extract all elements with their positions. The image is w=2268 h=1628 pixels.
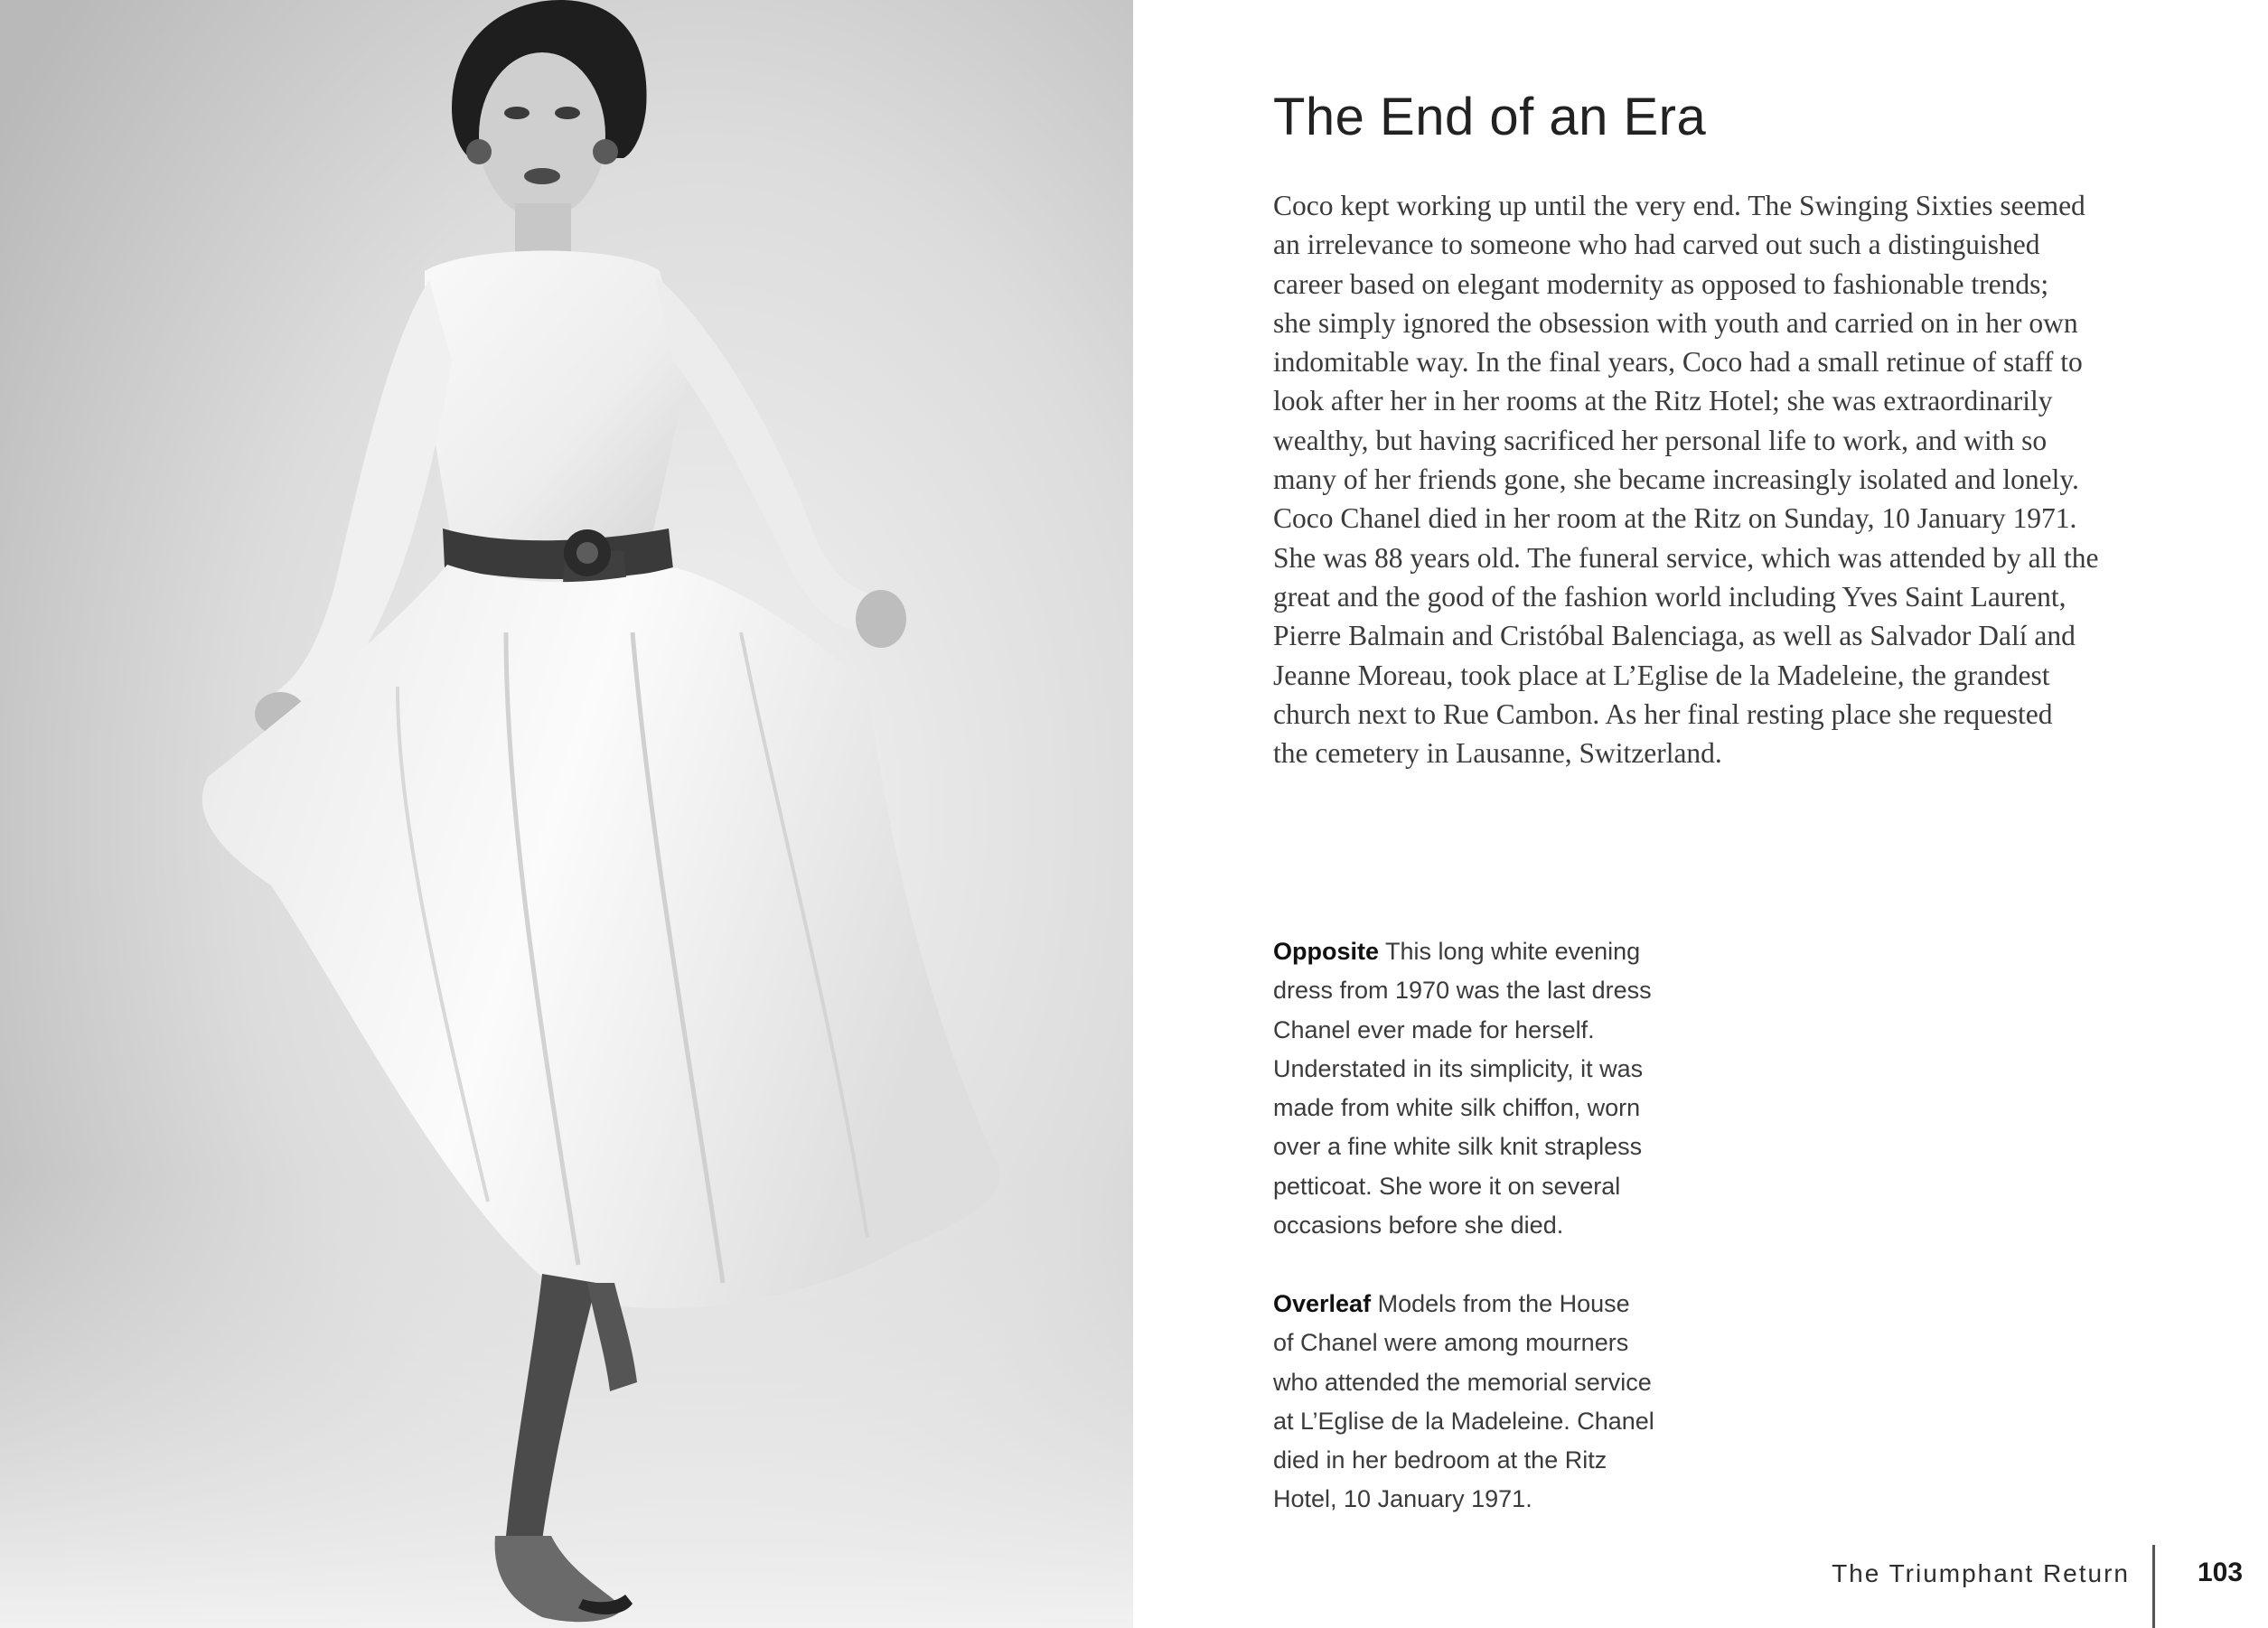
caption-label: Opposite xyxy=(1273,938,1380,965)
caption-line: Hotel, 10 January 1971. xyxy=(1273,1485,1532,1513)
body-text xyxy=(1273,186,2177,772)
body-line: career based on elegant modernity as opposed to fashionable trends; xyxy=(1273,267,2049,300)
body-line: Coco Chanel died in her room at the Ritz on Sunday, 10 January 1971. xyxy=(1273,502,2077,535)
caption-overleaf xyxy=(1273,1285,1698,1520)
body-line: indomitable way. In the final years, Coco had a small retinue of staff to xyxy=(1273,346,2083,379)
page-title: The End of an Era xyxy=(1273,88,1707,146)
caption-line: at L’Eglise de la Madeleine. Chanel xyxy=(1273,1407,1654,1435)
body-line: an irrelevance to someone who had carved out such a distinguished xyxy=(1273,229,2040,261)
body-line: she simply ignored the obsession with youth and carried on in her own xyxy=(1273,306,2078,339)
body-line: many of her friends gone, she became increasingly isolated and lonely. xyxy=(1273,463,2079,496)
caption-line: over a fine white silk knit strapless xyxy=(1273,1133,1643,1161)
caption-line: petticoat. She wore it on several xyxy=(1273,1172,1621,1200)
running-head: The Triumphant Return xyxy=(1832,1559,2130,1587)
caption-line: of Chanel were among mourners xyxy=(1273,1329,1629,1357)
caption-line: who attended the memorial service xyxy=(1273,1368,1652,1396)
caption-line: Models from the House xyxy=(1371,1290,1630,1317)
caption-opposite xyxy=(1273,932,1698,1245)
caption-line: occasions before she died. xyxy=(1273,1212,1564,1240)
folio-divider xyxy=(2152,1545,2155,1628)
face xyxy=(479,52,605,219)
body-line: look after her in her rooms at the Ritz Hotel; she was extraordinarily xyxy=(1273,385,2053,417)
body-line: Pierre Balmain and Cristóbal Balenciaga, as well as Salvador Dalí and xyxy=(1273,620,2076,652)
caption-label: Overleaf xyxy=(1273,1290,1372,1317)
body-line: Coco kept working up until the very end. The Swinging Sixties seemed xyxy=(1273,190,2085,221)
caption-line: This long white evening xyxy=(1379,938,1641,965)
caption-line: Chanel ever made for herself. xyxy=(1273,1015,1595,1043)
body-line: wealthy, but having sacrificed her personal life to work, and with so xyxy=(1273,424,2048,456)
body-line: She was 88 years old. The funeral service, which was attended by all the xyxy=(1273,541,2099,574)
body-line: the cemetery in Lausanne, Switzerland. xyxy=(1273,737,1722,770)
bodice xyxy=(425,251,687,543)
photo-illustration xyxy=(0,0,1133,1628)
page-number: 103 xyxy=(2198,1558,2244,1587)
dress-photograph xyxy=(0,0,1133,1628)
caption-line: dress from 1970 was the last dress xyxy=(1273,977,1652,1005)
body-line: Jeanne Moreau, took place at L’Eglise de la Madeleine, the grandest xyxy=(1273,659,2050,691)
body-line: great and the good of the fashion world including Yves Saint Laurent, xyxy=(1273,580,2067,613)
caption-line: died in her bedroom at the Ritz xyxy=(1273,1446,1607,1474)
caption-line: made from white silk chiffon, worn xyxy=(1273,1094,1641,1122)
caption-line: Understated in its simplicity, it was xyxy=(1273,1054,1644,1082)
body-line: church next to Rue Cambon. As her final resting place she requested xyxy=(1273,697,2053,730)
